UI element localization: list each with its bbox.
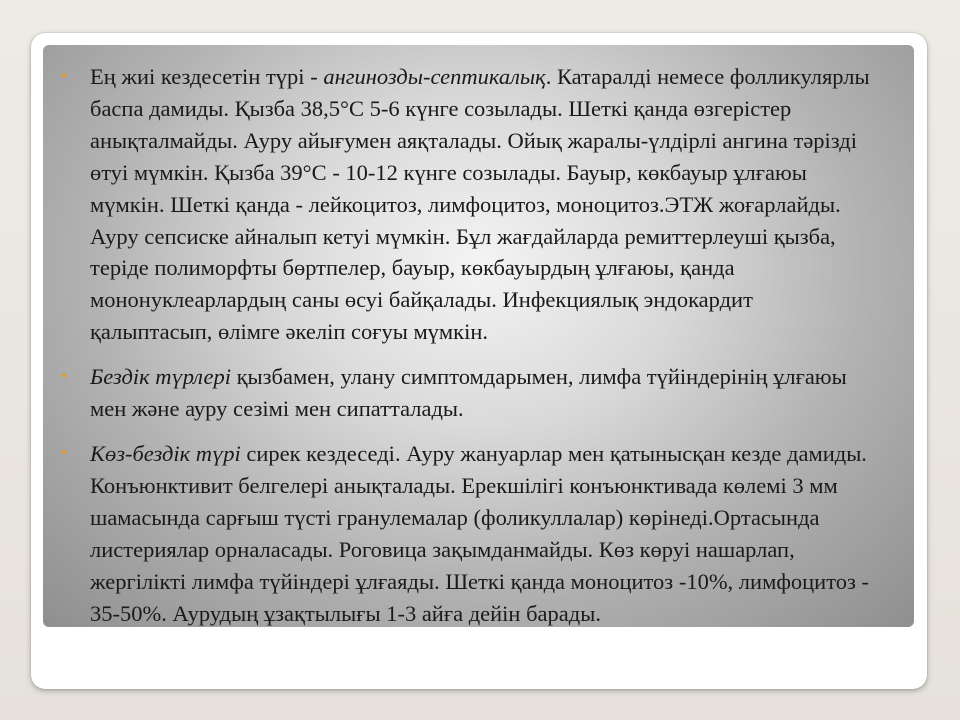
bullet-list <box>60 61 875 642</box>
bullet-dot-icon: • <box>61 368 67 386</box>
bullet-item <box>60 361 875 425</box>
italic-term: ангинозды-септикалық <box>323 64 546 89</box>
italic-term: Көз-бездік түрі <box>90 440 241 466</box>
bullet-item <box>60 61 875 348</box>
bullet-text: сирек кездеседі. Ауру жануарлар мен қатынысқан кезде дамиды. Конъюнктивит белгелері анықталады. Ерекшілігі конъюнктивада көлемі 3 мм шамасында сарғыш түсті гранулемалар (фоликуллалар) көрінеді.Ортасында листериялар орналасады. Роговица зақымданмайды. Көз көруі нашарлап, жергілікті лимфа түйіндері ұлғаяды. Шеткі қанда моноцитоз -10%, лимфоцитоз - 35-50%. Аурудың ұзақтылығы 1-3 айға дейін барады. <box>90 440 870 626</box>
bullet-dot-icon: • <box>61 68 67 85</box>
bullet-text: қызбамен, улану симптомдарымен, лимфа түйіндерінің ұлғаюы мен және ауру сезімі мен сипатталады. <box>90 364 847 422</box>
bullet-text: Ең жиі кездесетін түрі - <box>90 64 324 89</box>
italic-term: Бездік түрлері <box>90 364 231 390</box>
bullet-dot-icon: • <box>61 444 67 462</box>
bullet-text: . Катаралді немесе фолликулярлы баспа дамиды. Қызба 38,5°С 5-6 күнге созылады. Шеткі қанда өзгерістер анықталмайды. Ауру айығумен аяқталады. Ойық жаралы-үлдірлі ангина тәрізді өтуі мүмкін. Қызба 39°С - 10-12 күнге созылады. Бауыр, көкбауыр ұлғаюы мүмкін. Шеткі қанда - лейкоцитоз, лимфоцитоз, моноцитоз.ЭТЖ жоғарлайды. Ауру сепсиске айналып кетуі мүмкін. Бұл жағдайларда ремиттерлеуші қызба, теріде полиморфты бөртпелер, бауыр, көкбауырдың ұлғаюы, қанда мононуклеарлардың саны өсуі байқалады. Инфекциялық эндокардит қалыптасып, өлімге әкеліп соғуы мүмкін. <box>90 64 870 345</box>
bullet-item <box>60 438 875 629</box>
